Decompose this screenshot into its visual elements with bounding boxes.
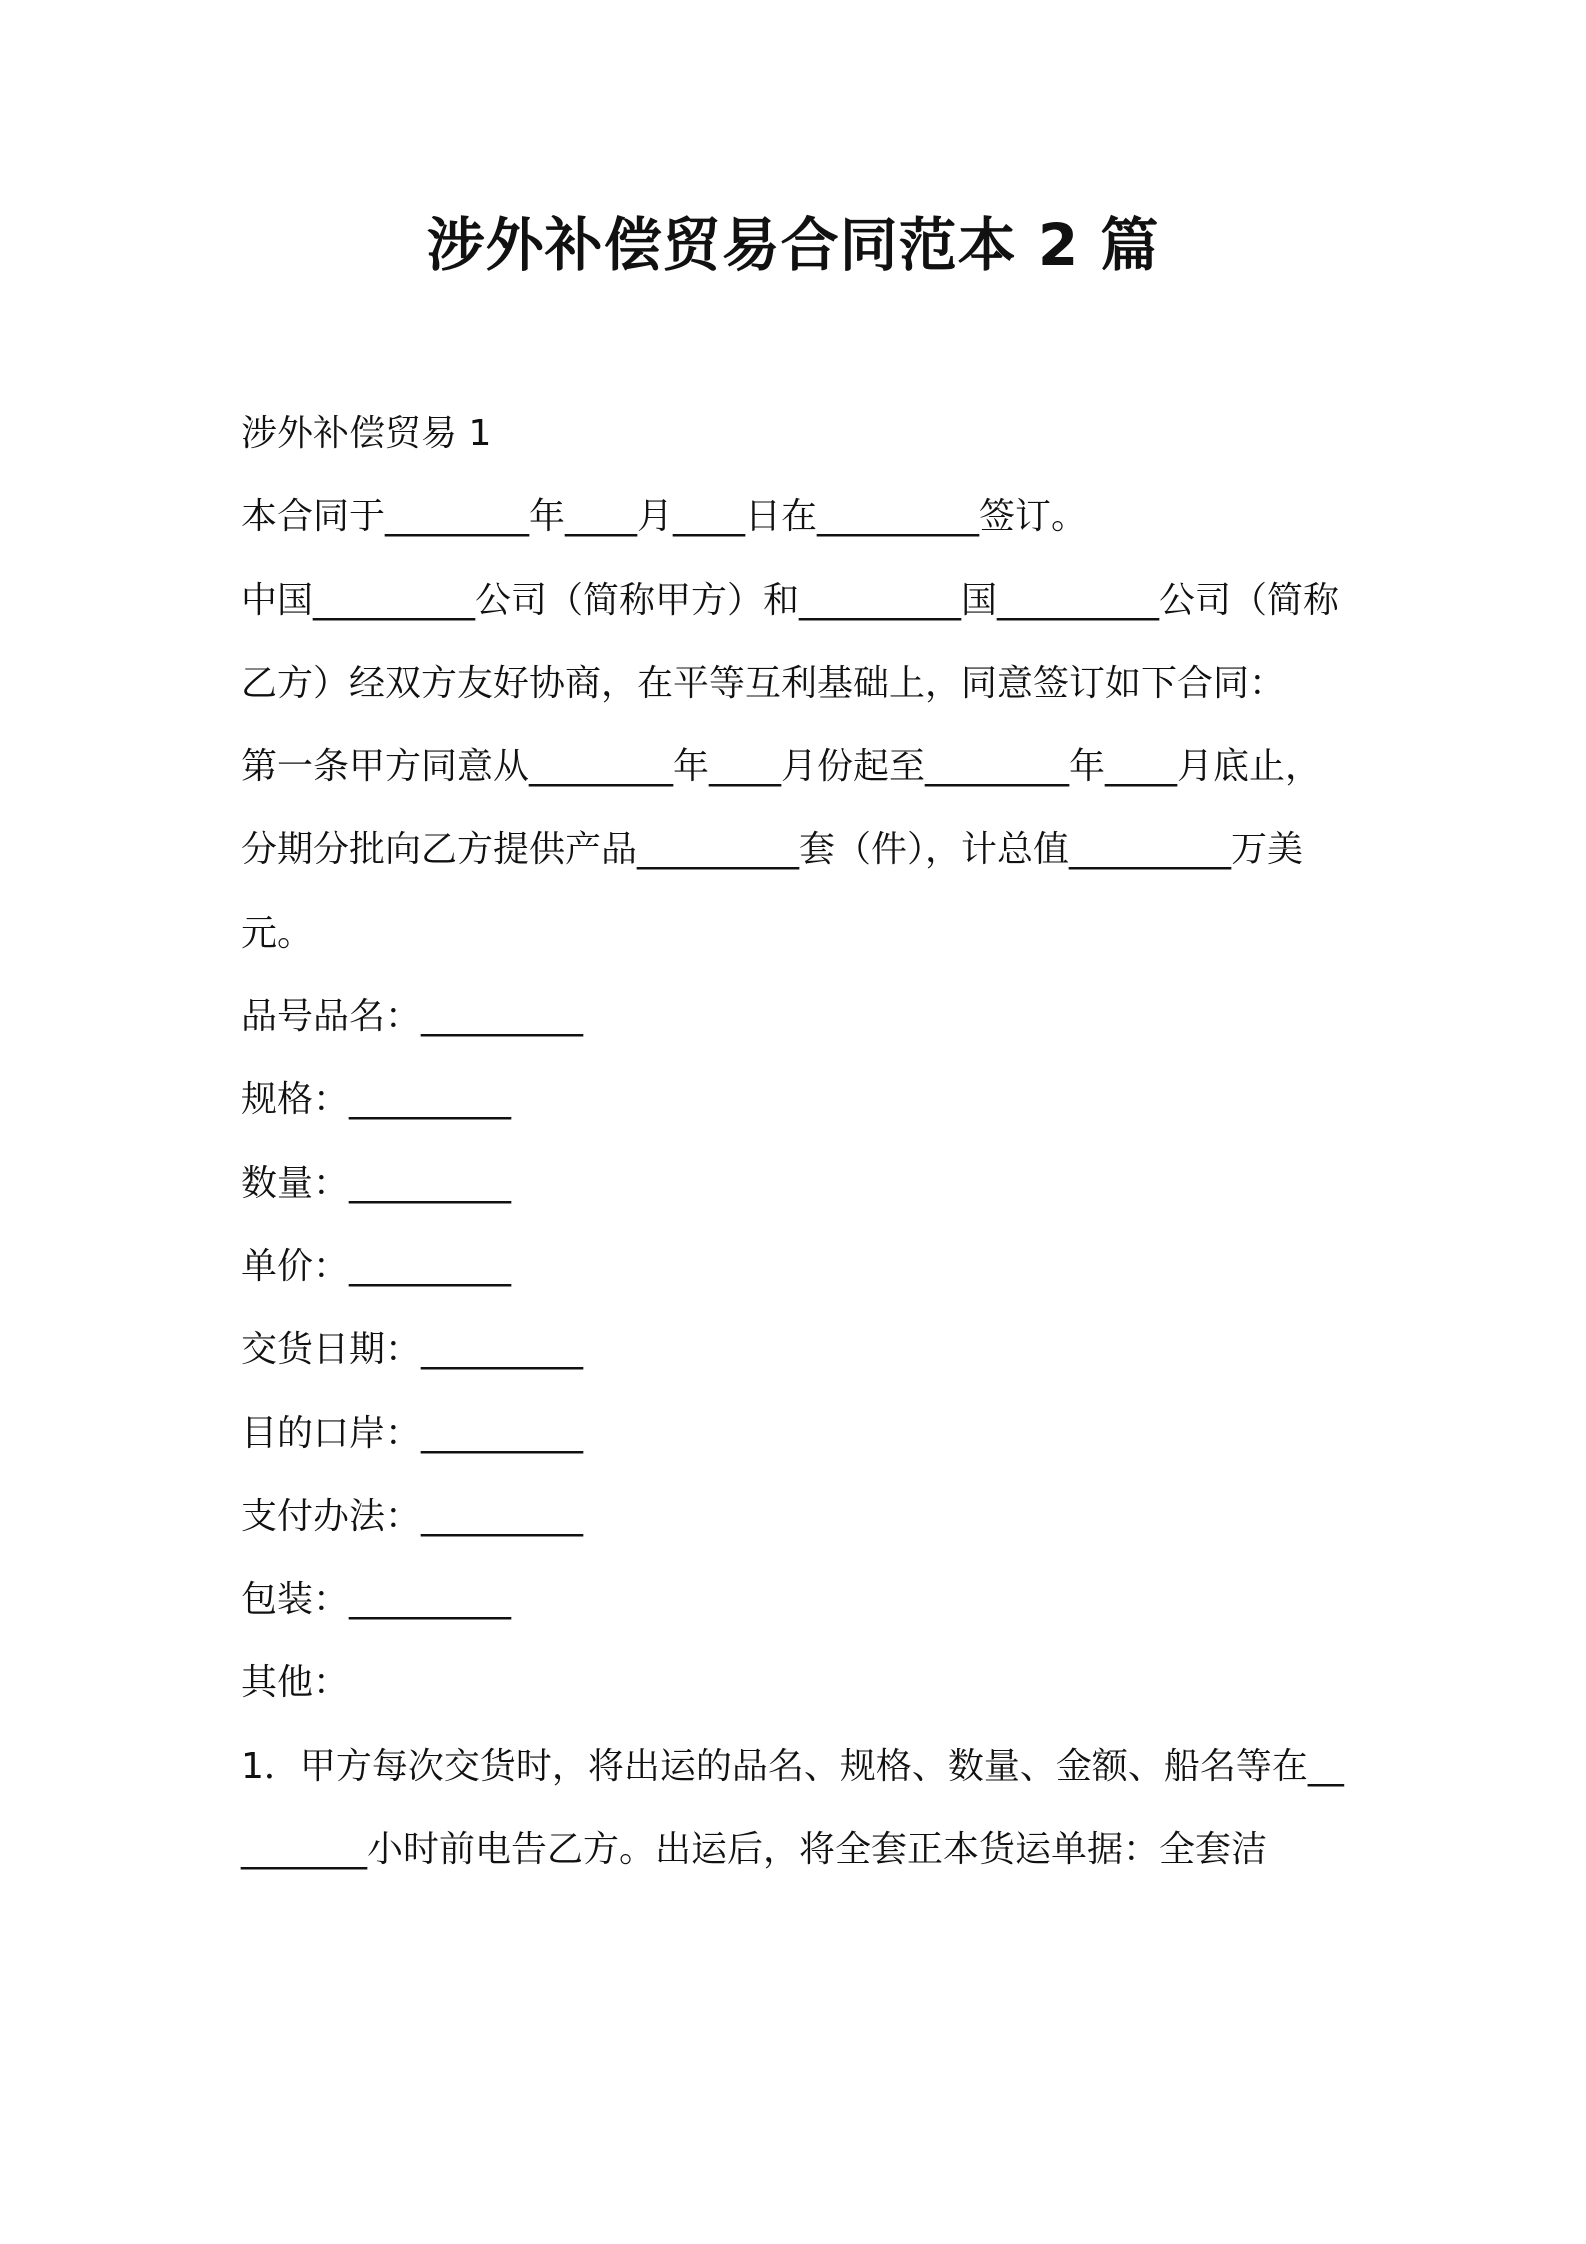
- field-product-name: 品号品名：_________: [241, 996, 584, 1038]
- contract-signing-line: 本合同于________年____月____日在_________签订。: [241, 496, 1088, 538]
- field-unit-price: 单价：_________: [241, 1245, 512, 1287]
- field-payment-method: 支付办法：_________: [241, 1495, 584, 1537]
- parties-paragraph: 中国_________公司（简称甲方）和_________国_________公司（简称乙方）经双方友好协商，在平等互利基础上，同意签订如下合同：: [241, 579, 1340, 704]
- field-delivery-date: 交货日期：_________: [241, 1329, 584, 1371]
- field-destination-port: 目的口岸：_________: [241, 1412, 584, 1454]
- document-body: [241, 392, 1353, 1891]
- field-specification: 规格：_________: [241, 1079, 512, 1121]
- article-one-paragraph: 第一条甲方同意从________年____月份起至________年____月底止，分期分批向乙方提供产品_________套（件），计总值_________万美元。: [241, 746, 1322, 954]
- field-quantity: 数量：_________: [241, 1162, 512, 1204]
- section-heading: 涉外补偿贸易 1: [241, 413, 492, 454]
- field-packaging: 包装：_________: [241, 1579, 512, 1621]
- field-other: 其他：: [241, 1662, 350, 1704]
- document-title: 涉外补偿贸易合同范本 2 篇: [426, 211, 1160, 279]
- clause-one-paragraph: 1．甲方每次交货时，将出运的品名、规格、数量、金额、船名等在_________小时前电告乙方。出运后，将全套正本货运单据：全套洁: [241, 1745, 1344, 1871]
